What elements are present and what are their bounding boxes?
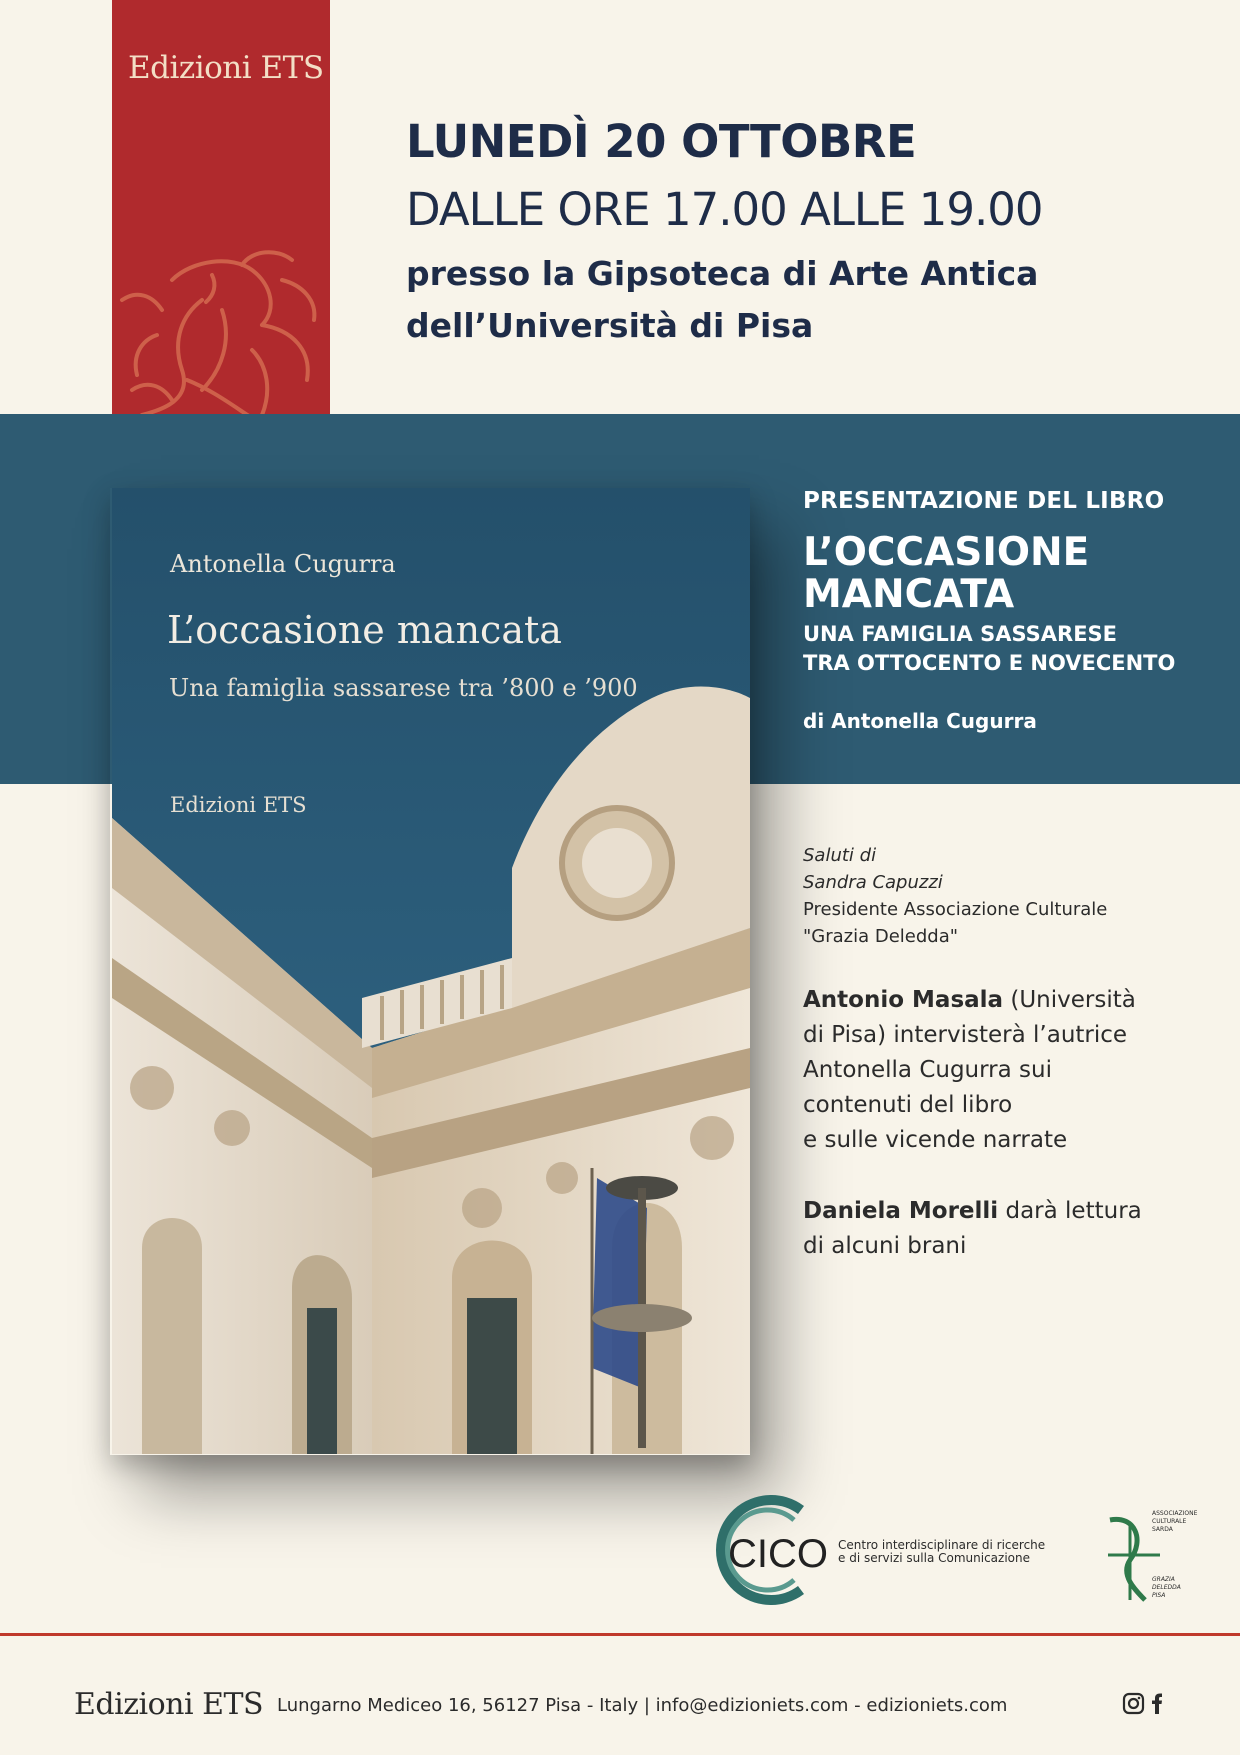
interview-line: Antonella Cugurra sui	[803, 1057, 1052, 1083]
footer-divider	[0, 1633, 1240, 1636]
assoc-text: GRAZIA	[1152, 1576, 1175, 1583]
presentation-label: PRESENTAZIONE DEL LIBRO	[803, 488, 1165, 514]
cico-desc-line: Centro interdisciplinare di ricerche	[838, 1538, 1046, 1552]
cico-name: CICO	[728, 1532, 828, 1576]
book-publisher: Edizioni ETS	[170, 793, 307, 817]
venue-line: dell’Università di Pisa	[406, 306, 814, 345]
event-time: DALLE ORE 17.00 ALLE 19.00	[406, 183, 1043, 236]
greet-line: Presidente Associazione Culturale	[803, 899, 1108, 920]
reading-line	[803, 1194, 1203, 1229]
publisher-ribbon	[112, 0, 330, 414]
footer-brand: Edizioni ETS	[74, 1687, 264, 1722]
assoc-text: ASSOCIAZIONE	[1152, 1510, 1198, 1517]
interview-block	[803, 983, 1203, 1158]
book-author: Antonella Cugurra	[170, 550, 396, 578]
subtitle-line: UNA FAMIGLIA SASSARESE	[803, 622, 1118, 646]
event-venue	[406, 248, 1038, 352]
greetings-block	[803, 842, 1203, 950]
book-title: L’occasione mancata	[167, 608, 562, 652]
presentation-title	[803, 532, 1223, 616]
greet-line: Saluti di	[803, 845, 877, 866]
book-subtitle: Una famiglia sassarese tra ’800 e ’900	[169, 674, 638, 702]
reading-block	[803, 1194, 1203, 1264]
presentation-subtitle	[803, 620, 1223, 678]
subtitle-line: TRA OTTOCENTO E NOVECENTO	[803, 651, 1176, 675]
association-logo	[1090, 1505, 1210, 1605]
venue-line: presso la Gipsoteca di Arte Antica	[406, 254, 1039, 293]
interview-line: di Pisa) intervisterà l’autrice	[803, 1022, 1128, 1048]
interviewer-name: Antonio Masala	[803, 987, 1004, 1013]
assoc-text: PISA	[1152, 1592, 1166, 1599]
title-line: L’OCCASIONE	[803, 530, 1090, 575]
reader-name: Daniela Morelli	[803, 1198, 999, 1224]
cico-description	[838, 1539, 1078, 1565]
greet-line: "Grazia Deledda"	[803, 926, 959, 947]
event-date: LUNEDÌ 20 OTTOBRE	[406, 115, 917, 168]
interview-line	[803, 983, 1203, 1018]
assoc-text: SARDA	[1152, 1526, 1173, 1533]
cico-desc-line: e di servizi sulla Comunicazione	[838, 1551, 1030, 1565]
book-cover	[112, 488, 750, 1454]
greet-line: Sandra Capuzzi	[803, 872, 943, 893]
lion-emblem-icon	[112, 240, 330, 414]
reading-text: darà lettura	[998, 1198, 1142, 1224]
assoc-text: DELEDDA	[1152, 1584, 1181, 1591]
facebook-icon[interactable]	[1152, 1694, 1162, 1715]
interview-text: (Università	[1003, 987, 1136, 1013]
social-icons	[1122, 1690, 1168, 1718]
reading-line: di alcuni brani	[803, 1233, 967, 1259]
interview-line: contenuti del libro	[803, 1092, 1013, 1118]
assoc-text: CULTURALE	[1152, 1518, 1187, 1525]
title-line: MANCATA	[803, 572, 1015, 617]
instagram-icon[interactable]	[1124, 1694, 1143, 1713]
footer-address: Lungarno Mediceo 16, 56127 Pisa - Italy | info@edizioniets.com - edizioniets.com	[277, 1695, 1008, 1716]
ribbon-brand: Edizioni ETS	[128, 50, 324, 86]
presentation-author: di Antonella Cugurra	[803, 709, 1037, 733]
interview-line: e sulle vicende narrate	[803, 1127, 1068, 1153]
